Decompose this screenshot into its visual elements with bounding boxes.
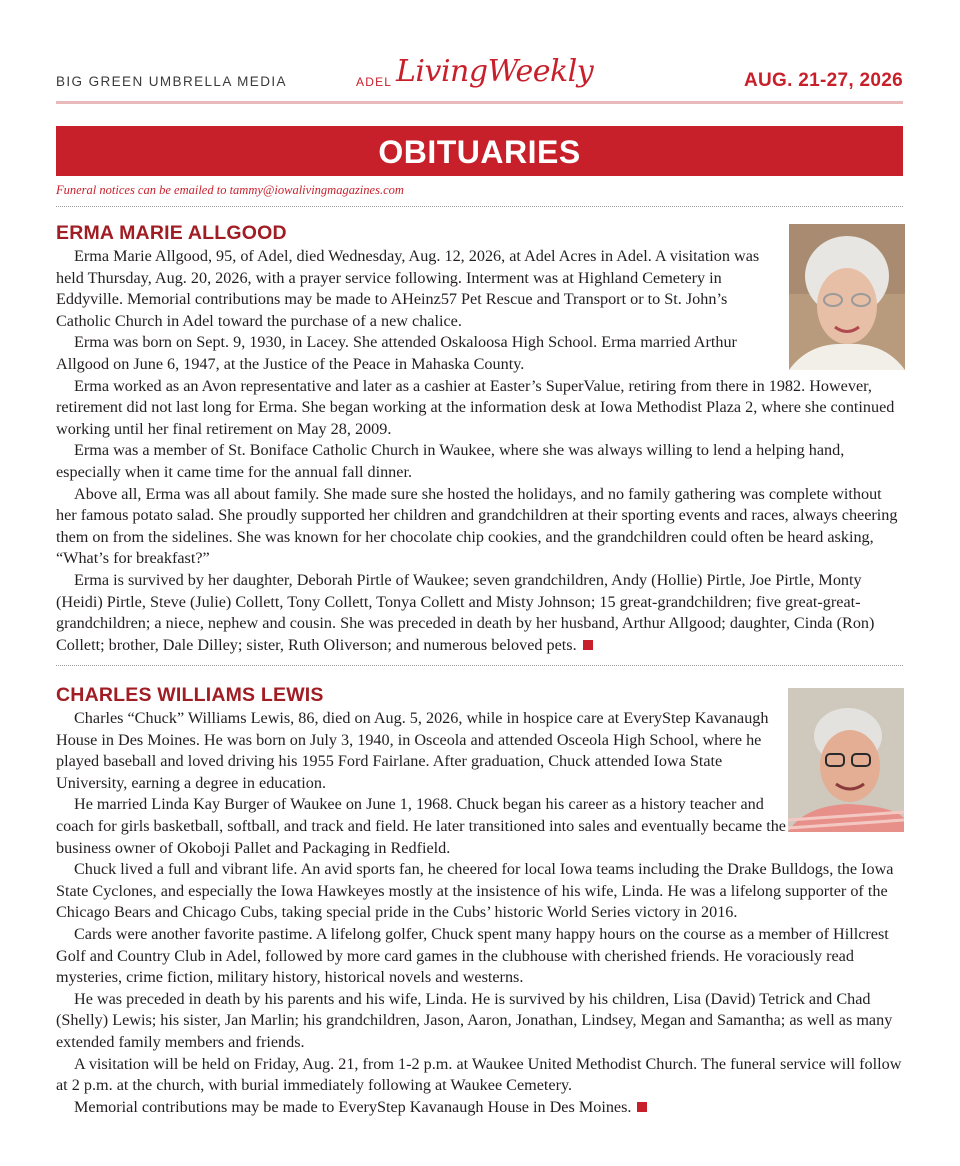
obituary-paragraph: Cards were another favorite pastime. A lifelong golfer, Chuck spent many happy hours on the course as a member of Hillcrest Golf and Country Club in Adel, followed by more card games in the clubhouse with cherished friends. He voraciously read mysteries, crime fiction, military history, historical novels and westerns. [56,924,889,987]
logo-city: ADEL [356,75,393,89]
publication-logo [356,56,616,96]
publisher-name: BIG GREEN UMBRELLA MEDIA [56,74,287,89]
obituary-divider [56,665,903,666]
end-mark-icon [583,640,593,650]
obituary-paragraph: A visitation will be held on Friday, Aug. 21, from 1-2 p.m. at Waukee United Methodist Church. The funeral service will follow at 2 p.m. at the church, with burial immediately following at Waukee Cemetery. [56,1054,902,1095]
logo-script: LivingWeekly [396,54,594,89]
obituary-paragraph: Erma was a member of St. Boniface Catholic Church in Waukee, where she was always willing to lend a helping hand, especially when it came time for the annual fall dinner. [56,441,845,481]
obituary-paragraph: Above all, Erma was all about family. She made sure she hosted the holidays, and no family gathering was complete without her famous potato salad. She proudly supported her children and grandchildren at their sporting events and races, always cheering them on from the sidelines. She was known for her chocolate chip cookies, and the grandchildren could often be heard asking, “What’s for breakfast?” [56,484,898,568]
header-rule [56,101,903,104]
obituary-charles-lewis [56,684,906,1118]
obituary-paragraph: Charles “Chuck” Williams Lewis, 86, died on Aug. 5, 2026, while in hospice care at EveryStep Kavanaugh House in Des Moines. He was born on July 3, 1940, in Osceola and attended Osceola High School, where he played baseball and loved driving his 1955 Ford Fairlane. After graduation, Chuck attended Iowa State University, earning a degree in education. [56,709,769,792]
end-mark-icon [637,1102,647,1112]
obituary-paragraph-text: Memorial contributions may be made to EveryStep Kavanaugh House in Des Moines. [74,1097,632,1116]
masthead [56,56,903,102]
obituary-paragraph: Erma worked as an Avon representative and later as a cashier at Easter’s SuperValue, retiring from there in 1982. However, retirement did not last long for Erma. She began working at the information desk at Iowa Methodist Plaza 2, where she continued working until her final retirement on May 28, 2009. [56,376,895,438]
notice-divider [56,206,903,207]
obituary-paragraph: Erma was born on Sept. 9, 1930, in Lacey. She attended Oskaloosa High School. Erma married Arthur Allgood on June 6, 1947, at the Justice of the Peace in Mahaska County. [56,333,737,373]
obituary-paragraph: Erma Marie Allgood, 95, of Adel, died Wednesday, Aug. 12, 2026, at Adel Acres in Adel. A visitation was held Thursday, Aug. 20, 2026, with a prayer service following. Interment was at Highland Cemetery in Eddyville. Memorial contributions may be made to AHeinz57 Pet Rescue and Transport or to St. John’s Catholic Church in Adel toward the purchase of a new chalice. [56,247,760,330]
obituary-paragraph-last [56,1097,906,1119]
obituary-name: ERMA MARIE ALLGOOD [56,222,287,244]
obituary-paragraph: He married Linda Kay Burger of Waukee on June 1, 1968. Chuck began his career as a history teacher and coach for girls basketball, softball, and track and field. He later transitioned into sales and eventually became the business owner of Okoboji Pallet and Packaging in Redfield. [56,795,786,857]
submission-notice: Funeral notices can be emailed to tammy@iowalivingmagazines.com [56,183,404,197]
issue-date: AUG. 21-27, 2026 [744,70,903,91]
obituary-paragraph: He was preceded in death by his parents and his wife, Linda. He is survived by his children, Lisa (David) Tetrick and Chad (Shelly) Lewis; his sister, Jan Marlin; his grandchildren, Jason, Aaron, Jonathan, Lindsey, Megan and Samantha; as well as many extended family members and friends. [56,989,893,1051]
obituary-paragraph-last [56,570,906,656]
section-banner: OBITUARIES [56,126,903,176]
obituary-paragraph-text: Erma is survived by her daughter, Deborah Pirtle of Waukee; seven grandchildren, Andy (Hollie) Pirtle, Joe Pirtle, Monty (Heidi) Pirtle, Steve (Julie) Collett, Tony Collett, Tonya Collett and Misty Johnson; 15 great-grandchildren; five great-great-grandchildren; a niece, nephew and cousin. She was preceded in death by her husband, Arthur Allgood; daughter, Cinda (Ron) Collett; brother, Dale Dilley; sister, Ruth Oliverson; and numerous beloved pets. [56,570,875,654]
obituary-erma-allgood [56,222,906,656]
obituary-name: CHARLES WILLIAMS LEWIS [56,684,324,706]
obituary-paragraph: Chuck lived a full and vibrant life. An avid sports fan, he cheered for local Iowa teams including the Drake Bulldogs, the Iowa State Cyclones, and especially the Iowa Hawkeyes mostly at the insistence of his wife, Linda. He was a lifelong supporter of the Chicago Bears and Chicago Cubs, taking special pride in the Cubs’ historic World Series victory in 2016. [56,860,894,922]
